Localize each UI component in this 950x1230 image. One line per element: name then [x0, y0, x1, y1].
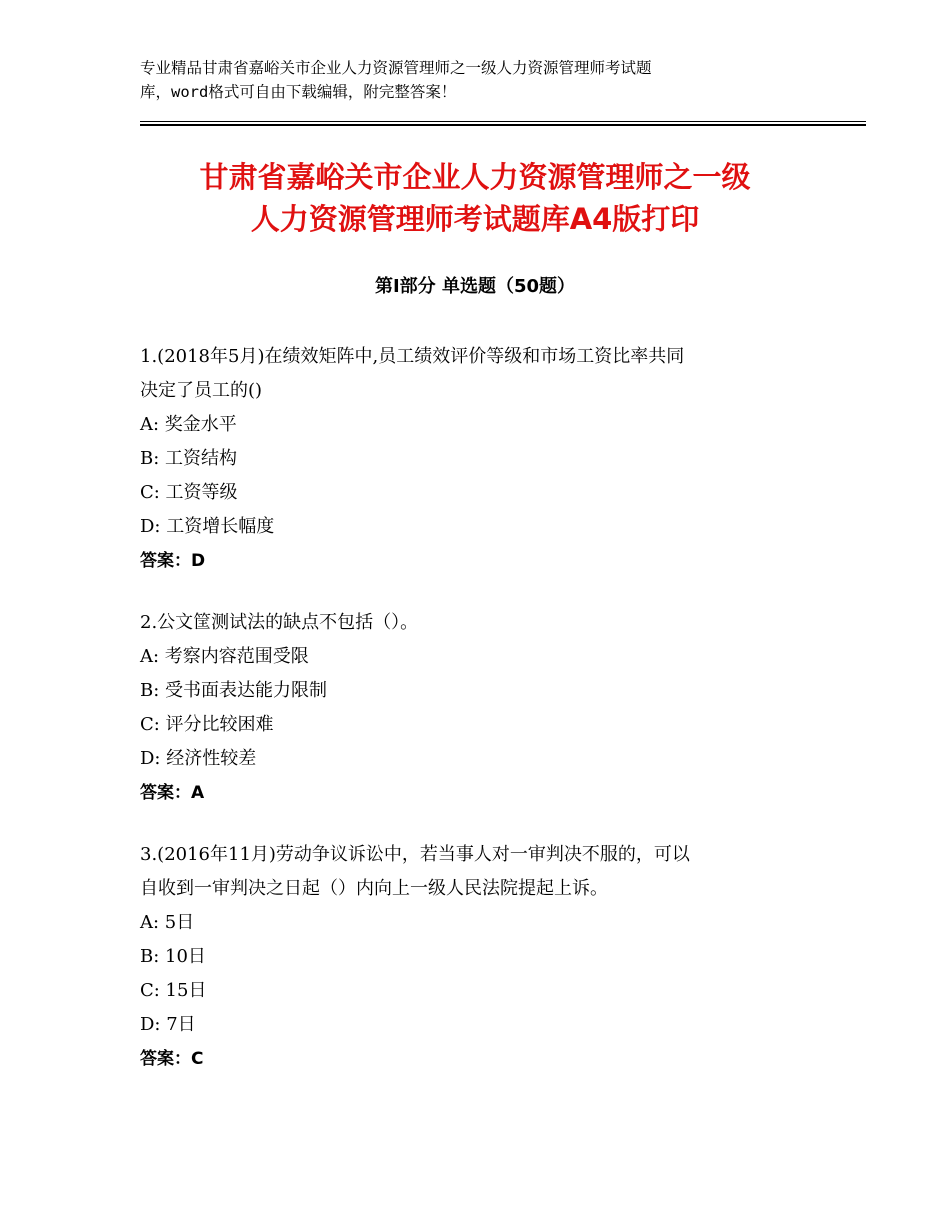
question-2-option-a: A: 考察内容范围受限	[140, 646, 309, 667]
header-note-line-1: 专业精品甘肃省嘉峪关市企业人力资源管理师之一级人力资源管理师考试题	[140, 59, 652, 77]
question-1-option-c: C: 工资等级	[140, 482, 238, 503]
question-3-text-line-2: 自收到一审判决之日起（）内向上一级人民法院提起上诉。	[140, 878, 608, 899]
header-note	[140, 56, 840, 104]
question-2-option-d: D: 经济性较差	[140, 748, 257, 769]
question-1-text-line-1: 1.(2018年5月)在绩效矩阵中,员工绩效评价等级和市场工资比率共同	[140, 346, 685, 367]
document-title-line-1: 甘肃省嘉峪关市企业人力资源管理师之一级	[199, 160, 751, 194]
question-3-option-b: B: 10日	[140, 946, 206, 967]
question-2-option-b: B: 受书面表达能力限制	[140, 680, 328, 701]
question-2	[140, 606, 830, 810]
question-3-answer: 答案：C	[140, 1049, 204, 1069]
question-2-answer: 答案：A	[140, 783, 205, 803]
section-heading: 第Ⅰ部分 单选题（50题）	[374, 276, 575, 297]
question-1-option-d: D: 工资增长幅度	[140, 516, 275, 537]
question-2-text-line-1: 2.公文筐测试法的缺点不包括（）。	[140, 612, 419, 633]
header-note-line-2: 库，word格式可自由下载编辑，附完整答案！	[140, 83, 457, 101]
question-list	[140, 340, 830, 1104]
question-1-text-line-2: 决定了员工的()	[140, 380, 263, 401]
document-title-line-2: 人力资源管理师考试题库A4版打印	[250, 202, 700, 236]
question-1-option-b: B: 工资结构	[140, 448, 238, 469]
question-3-option-c: C: 15日	[140, 980, 207, 1001]
question-1	[140, 340, 830, 578]
question-2-option-c: C: 评分比较困难	[140, 714, 274, 735]
question-1-option-a: A: 奖金水平	[140, 414, 237, 435]
header-divider-thin	[140, 121, 866, 122]
question-1-answer: 答案：D	[140, 551, 206, 571]
question-3	[140, 838, 830, 1076]
question-3-text-line-1: 3.(2016年11月)劳动争议诉讼中，若当事人对一审判决不服的，可以	[140, 844, 690, 865]
question-3-option-a: A: 5日	[140, 912, 195, 933]
header-divider-thick	[140, 124, 866, 126]
document-title	[100, 156, 850, 240]
question-3-option-d: D: 7日	[140, 1014, 196, 1035]
